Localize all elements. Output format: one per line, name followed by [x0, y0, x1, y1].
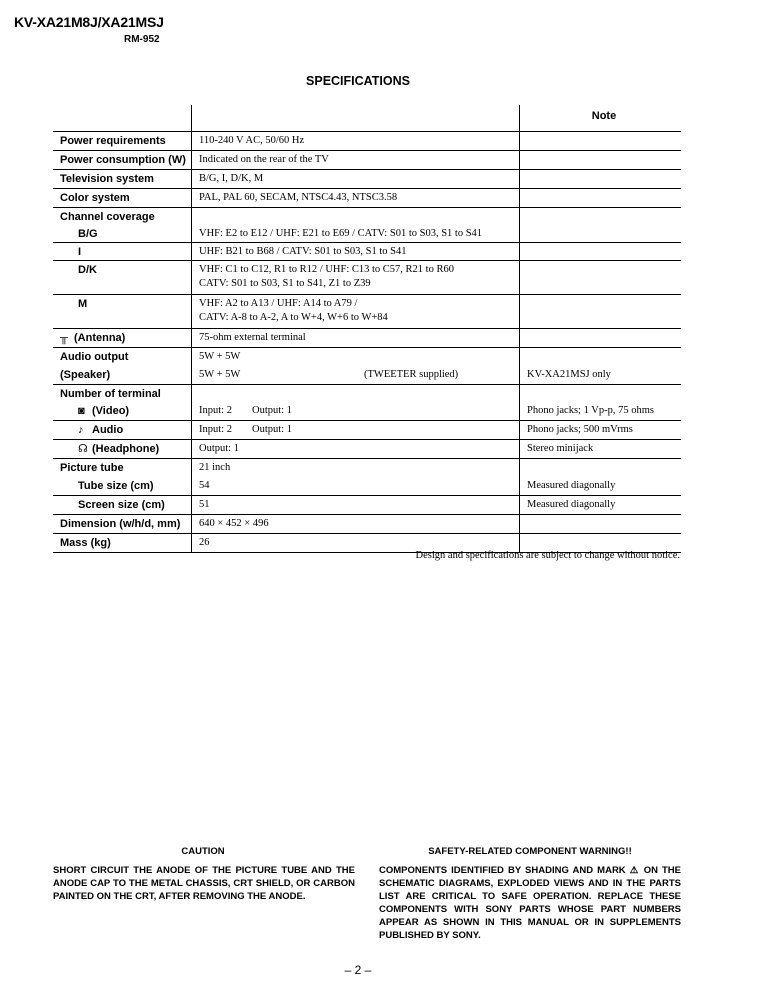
spec-note	[519, 459, 681, 477]
input-count: Input: 2	[199, 405, 232, 416]
spec-note	[519, 189, 681, 207]
caution-heading: CAUTION	[181, 846, 225, 857]
headphone-icon: ☊	[78, 443, 88, 455]
spec-note: Stereo minijack	[519, 440, 681, 458]
spec-value: 21 inch	[191, 459, 519, 477]
page-title: SPECIFICATIONS	[306, 74, 410, 88]
table-row	[53, 385, 681, 402]
spec-value: Indicated on the rear of the TV	[191, 151, 519, 169]
spec-label: M	[78, 298, 88, 310]
remote-model: RM-952	[124, 34, 160, 45]
spec-note	[519, 225, 681, 242]
spec-note	[519, 208, 681, 225]
audio-icon: ♪	[78, 424, 84, 436]
note-column-header: Note	[519, 105, 681, 131]
spec-label: Channel coverage	[60, 211, 155, 223]
spec-note	[519, 515, 681, 533]
input-count: Input: 2	[199, 424, 232, 435]
spec-label-text: (Headphone)	[92, 443, 160, 455]
spec-value	[191, 421, 519, 439]
spec-value	[191, 385, 519, 402]
spec-label: I	[78, 246, 82, 258]
spec-value	[191, 208, 519, 225]
spec-value: B/G, I, D/K, M	[191, 170, 519, 188]
disclaimer: Design and specifications are subject to change without notice.	[415, 550, 680, 561]
spec-value: 5W + 5W	[191, 348, 519, 366]
spec-label-text: (Antenna)	[74, 332, 126, 344]
table-row	[53, 348, 681, 366]
spec-label: Color system	[60, 192, 130, 204]
spec-value-line-1: VHF: C1 to C12, R1 to R12 / UHF: C13 to C57, R21 to R60	[199, 264, 454, 275]
spec-value-line-1: VHF: A2 to A13 / UHF: A14 to A79 /	[199, 298, 358, 309]
page-number: – 2 –	[344, 963, 372, 977]
table-row	[53, 243, 681, 261]
safety-warning-text: COMPONENTS IDENTIFIED BY SHADING AND MARK ⚠ ON THE SCHEMATIC DIAGRAMS, EXPLODED VIEWS AND IN THE PARTS LIST ARE CRITICAL TO SAFE OPERATION. REPLACE THESE COMPONENTS WITH SONY PARTS WHOSE PART NUMBERS APPEAR AS SHOWN IN THIS MANUAL OR IN SUPPLEMENTS PUBLISHED BY SONY.	[379, 865, 681, 941]
spec-label: Mass (kg)	[60, 537, 111, 549]
spec-label: D/K	[78, 264, 97, 276]
spec-label: B/G	[78, 228, 98, 240]
caution-text: SHORT CIRCUIT THE ANODE OF THE PICTURE TUBE AND THE ANODE CAP TO THE METAL CHASSIS, CRT SHIELD, OR CARBON PAINTED ON THE CRT, AFTER REMOVING THE ANODE.	[53, 865, 355, 902]
spec-label: (Speaker)	[60, 369, 111, 381]
spec-label: Audio output	[60, 351, 129, 363]
spec-value: UHF: B21 to B68 / CATV: S01 to S03, S1 to S41	[191, 243, 519, 260]
output-count: Output: 1	[252, 405, 292, 416]
spec-value: PAL, PAL 60, SECAM, NTSC4.43, NTSC3.58	[191, 189, 519, 207]
spec-value-line-2: CATV: S01 to S03, S1 to S41, Z1 to Z39	[199, 278, 371, 289]
spec-note: Phono jacks; 1 Vp-p, 75 ohms	[519, 402, 681, 420]
output-count: Output: 1	[252, 424, 292, 435]
video-icon: ◙	[78, 405, 85, 417]
spec-value: 26	[191, 534, 519, 552]
spec-note	[519, 261, 681, 294]
spec-label	[53, 440, 191, 458]
spec-note	[519, 243, 681, 260]
spec-note	[519, 170, 681, 188]
safety-warning-heading: SAFETY-RELATED COMPONENT WARNING!!	[428, 846, 632, 857]
table-row	[53, 295, 681, 329]
spec-label: Number of terminal	[60, 388, 161, 400]
spec-value: Output: 1	[191, 440, 519, 458]
table-row	[53, 261, 681, 295]
spec-label: Television system	[60, 173, 154, 185]
spec-value: 54	[191, 477, 519, 495]
spec-value: 75-ohm external terminal	[191, 329, 519, 347]
spec-value: VHF: E2 to E12 / UHF: E21 to E69 / CATV: S01 to S03, S1 to S41	[191, 225, 519, 242]
table-row	[53, 402, 681, 421]
model-number: KV-XA21M8J/XA21MSJ	[14, 14, 164, 30]
spec-value: 640 × 452 × 496	[191, 515, 519, 533]
table-row	[53, 208, 681, 225]
spec-label	[53, 402, 191, 420]
spec-label-text: Audio	[92, 424, 124, 436]
spec-label: Screen size (cm)	[78, 499, 165, 511]
spec-label: Dimension (w/h/d, mm)	[60, 518, 181, 530]
table-header-row	[53, 105, 681, 132]
spec-value-text: 5W + 5W	[199, 369, 241, 380]
spec-label	[53, 421, 191, 439]
table-row	[53, 189, 681, 208]
spec-note	[519, 348, 681, 366]
spec-value-line-2: CATV: A-8 to A-2, A to W+4, W+6 to W+84	[199, 312, 388, 323]
table-row	[53, 459, 681, 477]
table-row	[53, 151, 681, 170]
spec-label: Picture tube	[60, 462, 124, 474]
spec-note: Phono jacks; 500 mVrms	[519, 421, 681, 439]
spec-value	[191, 295, 519, 328]
tweeter-note: (TWEETER supplied)	[364, 369, 459, 380]
table-row	[53, 366, 681, 385]
spec-value: 110-240 V AC, 50/60 Hz	[191, 132, 519, 150]
spec-note	[519, 151, 681, 169]
antenna-icon: ╥	[60, 332, 68, 344]
spec-note: KV-XA21MSJ only	[519, 366, 681, 384]
table-row	[53, 421, 681, 440]
spec-value	[191, 261, 519, 294]
spec-note	[519, 385, 681, 402]
spec-value	[191, 402, 519, 420]
spec-note	[519, 329, 681, 347]
spec-value	[191, 366, 519, 384]
spec-label	[53, 329, 191, 347]
table-row	[53, 477, 681, 496]
table-row	[53, 440, 681, 459]
spec-label: Tube size (cm)	[78, 480, 154, 492]
spec-note	[519, 132, 681, 150]
table-row	[53, 496, 681, 515]
spec-label: Power requirements	[60, 135, 166, 147]
spec-label-text: (Video)	[92, 405, 130, 417]
table-row	[53, 170, 681, 189]
table-row	[53, 329, 681, 348]
spec-value: 51	[191, 496, 519, 514]
spec-note: Measured diagonally	[519, 496, 681, 514]
specifications-table	[53, 105, 681, 553]
spec-label: Power consumption (W)	[60, 154, 186, 166]
table-row	[53, 515, 681, 534]
table-row	[53, 225, 681, 243]
table-row	[53, 132, 681, 151]
spec-note: Measured diagonally	[519, 477, 681, 495]
spec-note	[519, 295, 681, 328]
